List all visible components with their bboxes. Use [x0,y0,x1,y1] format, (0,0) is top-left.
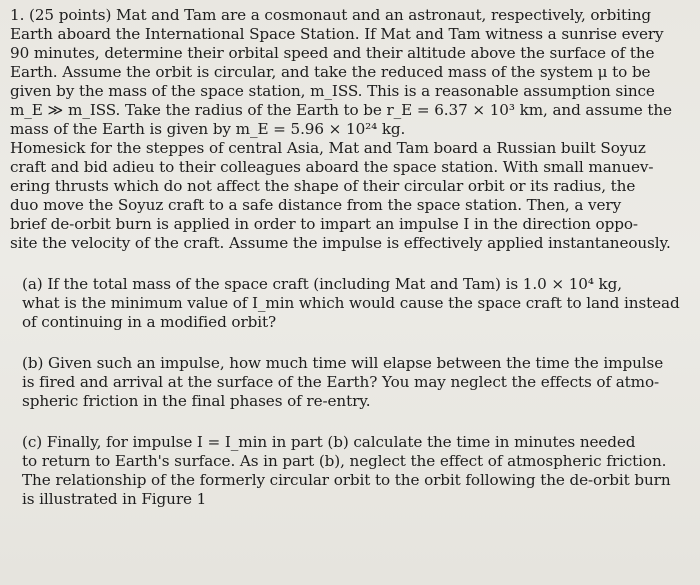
part-c-line: to return to Earth's surface. As in part (b), neglect the effect of atmospheric friction. [22,452,667,470]
problem-intro [10,6,690,139]
part-a-line: what is the minimum value of I_min which would cause the space craft to land instead [22,294,680,312]
intro-line: 1. (25 points) Mat and Tam are a cosmonaut and an astronaut, respectively, orbiting [10,6,652,24]
part-c-line: (c) Finally, for impulse I = I_min in part (b) calculate the time in minutes needed [22,433,636,451]
part-a-line: (a) If the total mass of the space craft (including Mat and Tam) is 1.0 × 10⁴ kg, [22,275,623,293]
intro-line: Earth aboard the International Space Station. If Mat and Tam witness a sunrise every [10,25,664,43]
scenario-line: Homesick for the steppes of central Asia, Mat and Tam board a Russian built Soyuz [10,139,646,157]
part-a-line: of continuing in a modified orbit? [22,313,277,331]
part-b-line: (b) Given such an impulse, how much time will elapse between the time the impulse [22,354,664,372]
part-b-line: spheric friction in the final phases of re-entry. [22,392,371,410]
scenario-line: site the velocity of the craft. Assume the impulse is effectively applied instantaneously. [10,234,671,252]
part-c [10,433,690,509]
scenario-line: ering thrusts which do not affect the shape of their circular orbit or its radius, the [10,177,636,195]
scenario-line: brief de-orbit burn is applied in order to impart an impulse I in the direction oppo- [10,215,638,233]
part-c-line: The relationship of the formerly circular orbit to the orbit following the de-orbit burn [22,471,671,489]
part-a [10,275,690,332]
part-b [10,354,690,411]
intro-line: m_E ≫ m_ISS. Take the radius of the Earth to be r_E = 6.37 × 10³ km, and assume the [10,101,672,119]
part-c-line: is illustrated in Figure 1 [22,490,207,508]
intro-line: mass of the Earth is given by m_E = 5.96 × 10²⁴ kg. [10,120,406,138]
scenario-line: duo move the Soyuz craft to a safe distance from the space station. Then, a very [10,196,622,214]
scenario-line: craft and bid adieu to their colleagues aboard the space station. With small manuev- [10,158,654,176]
problem-scenario [10,139,690,253]
intro-line: given by the mass of the space station, m_ISS. This is a reasonable assumption since [10,82,655,100]
part-b-line: is fired and arrival at the surface of the Earth? You may neglect the effects of atmo- [22,373,660,391]
intro-line: 90 minutes, determine their orbital speed and their altitude above the surface of the [10,44,655,62]
intro-line: Earth. Assume the orbit is circular, and take the reduced mass of the system μ to be [10,63,651,81]
